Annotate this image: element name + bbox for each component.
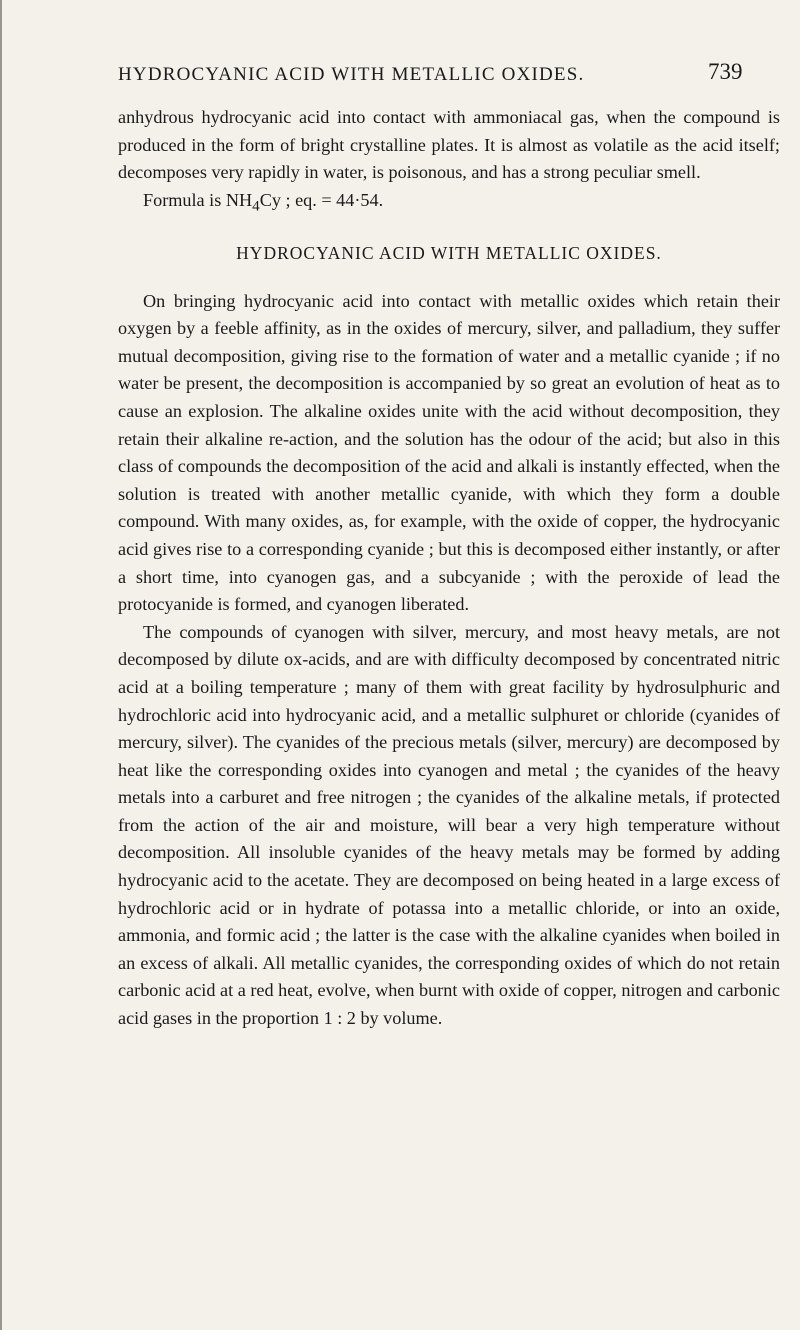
formula-line [118,187,780,220]
formula-subscript: 4 [252,197,260,215]
formula-suffix: Cy ; eq. = 44·54. [259,189,384,210]
running-title: HYDROCYANIC ACID WITH METALLIC OXIDES. [118,64,585,85]
page-number: 739 [708,59,743,84]
section-heading: HYDROCYANIC ACID WITH METALLIC OXIDES. [236,243,662,264]
page-body [118,104,780,1033]
formula-prefix: Formula is NH [143,189,253,210]
intro-paragraph: anhydrous hydrocyanic acid into contact with ammoniacal gas, when the compound is produced in the form of bright crystalline plates. It is almost as volatile as the acid itself; decomposes very rapidly in water, is poisonous, and has a strong peculiar smell. [118,107,780,183]
section-paragraph-1: On bringing hydrocyanic acid into contact with metallic oxides which retain their oxygen by a feeble affinity, as in the oxides of mercury, silver, and palladium, they suffer mutual decomposition, giving rise to the formation of water and a metallic cyanide ; if no water be present, the decomposition is accompanied by so great an evolution of heat as to cause an explosion. The alkaline oxides unite with the acid without decomposition, they retain their alkaline re-action, and the solution has the odour of the acid; but also in this class of compounds the decomposition of the acid and alkali is instantly effected, when the solution is treated with another metallic cyanide, with which they form a double compound. With many oxides, as, for example, with the oxide of copper, the hydrocyanic acid gives rise to a corresponding cyanide ; but this is decomposed either instantly, or after a short time, into cyanogen gas, and a subcyanide ; with the peroxide of lead the protocyanide is formed, and cyanogen liberated. [118,290,780,615]
page-left-edge [0,0,2,1330]
section-paragraph-2: The compounds of cyanogen with silver, mercury, and most heavy metals, are not decomposed by dilute ox-acids, and are with difficulty decomposed by concentrated nitric acid at a boiling temperature ; many of them with great facility by hydrosulphuric and hydrochloric acid into hydrocyanic acid, and a metallic sulphuret or chloride (cyanides of mercury, silver). The cyanides of the precious metals (silver, mercury) are decomposed by heat like the corresponding oxides into cyanogen and metal ; the cyanides of the heavy metals into a carburet and free nitrogen ; the cyanides of the alkaline metals, if protected from the action of the air and moisture, will bear a very high temperature without decomposition. All insoluble cyanides of the heavy metals may be formed by adding hydrocyanic acid to the acetate. They are decomposed on being heated in a large excess of hydrochloric acid or in hydrate of potassa into a metallic chloride, or into an oxide, ammonia, and formic acid ; the latter is the case with the alkaline cyanides when boiled in an excess of alkali. All metallic cyanides, the corresponding oxides of which do not retain carbonic acid at a red heat, evolve, when burnt with oxide of copper, nitrogen and carbonic acid gases in the proportion 1 : 2 by volume. [118,621,780,1029]
